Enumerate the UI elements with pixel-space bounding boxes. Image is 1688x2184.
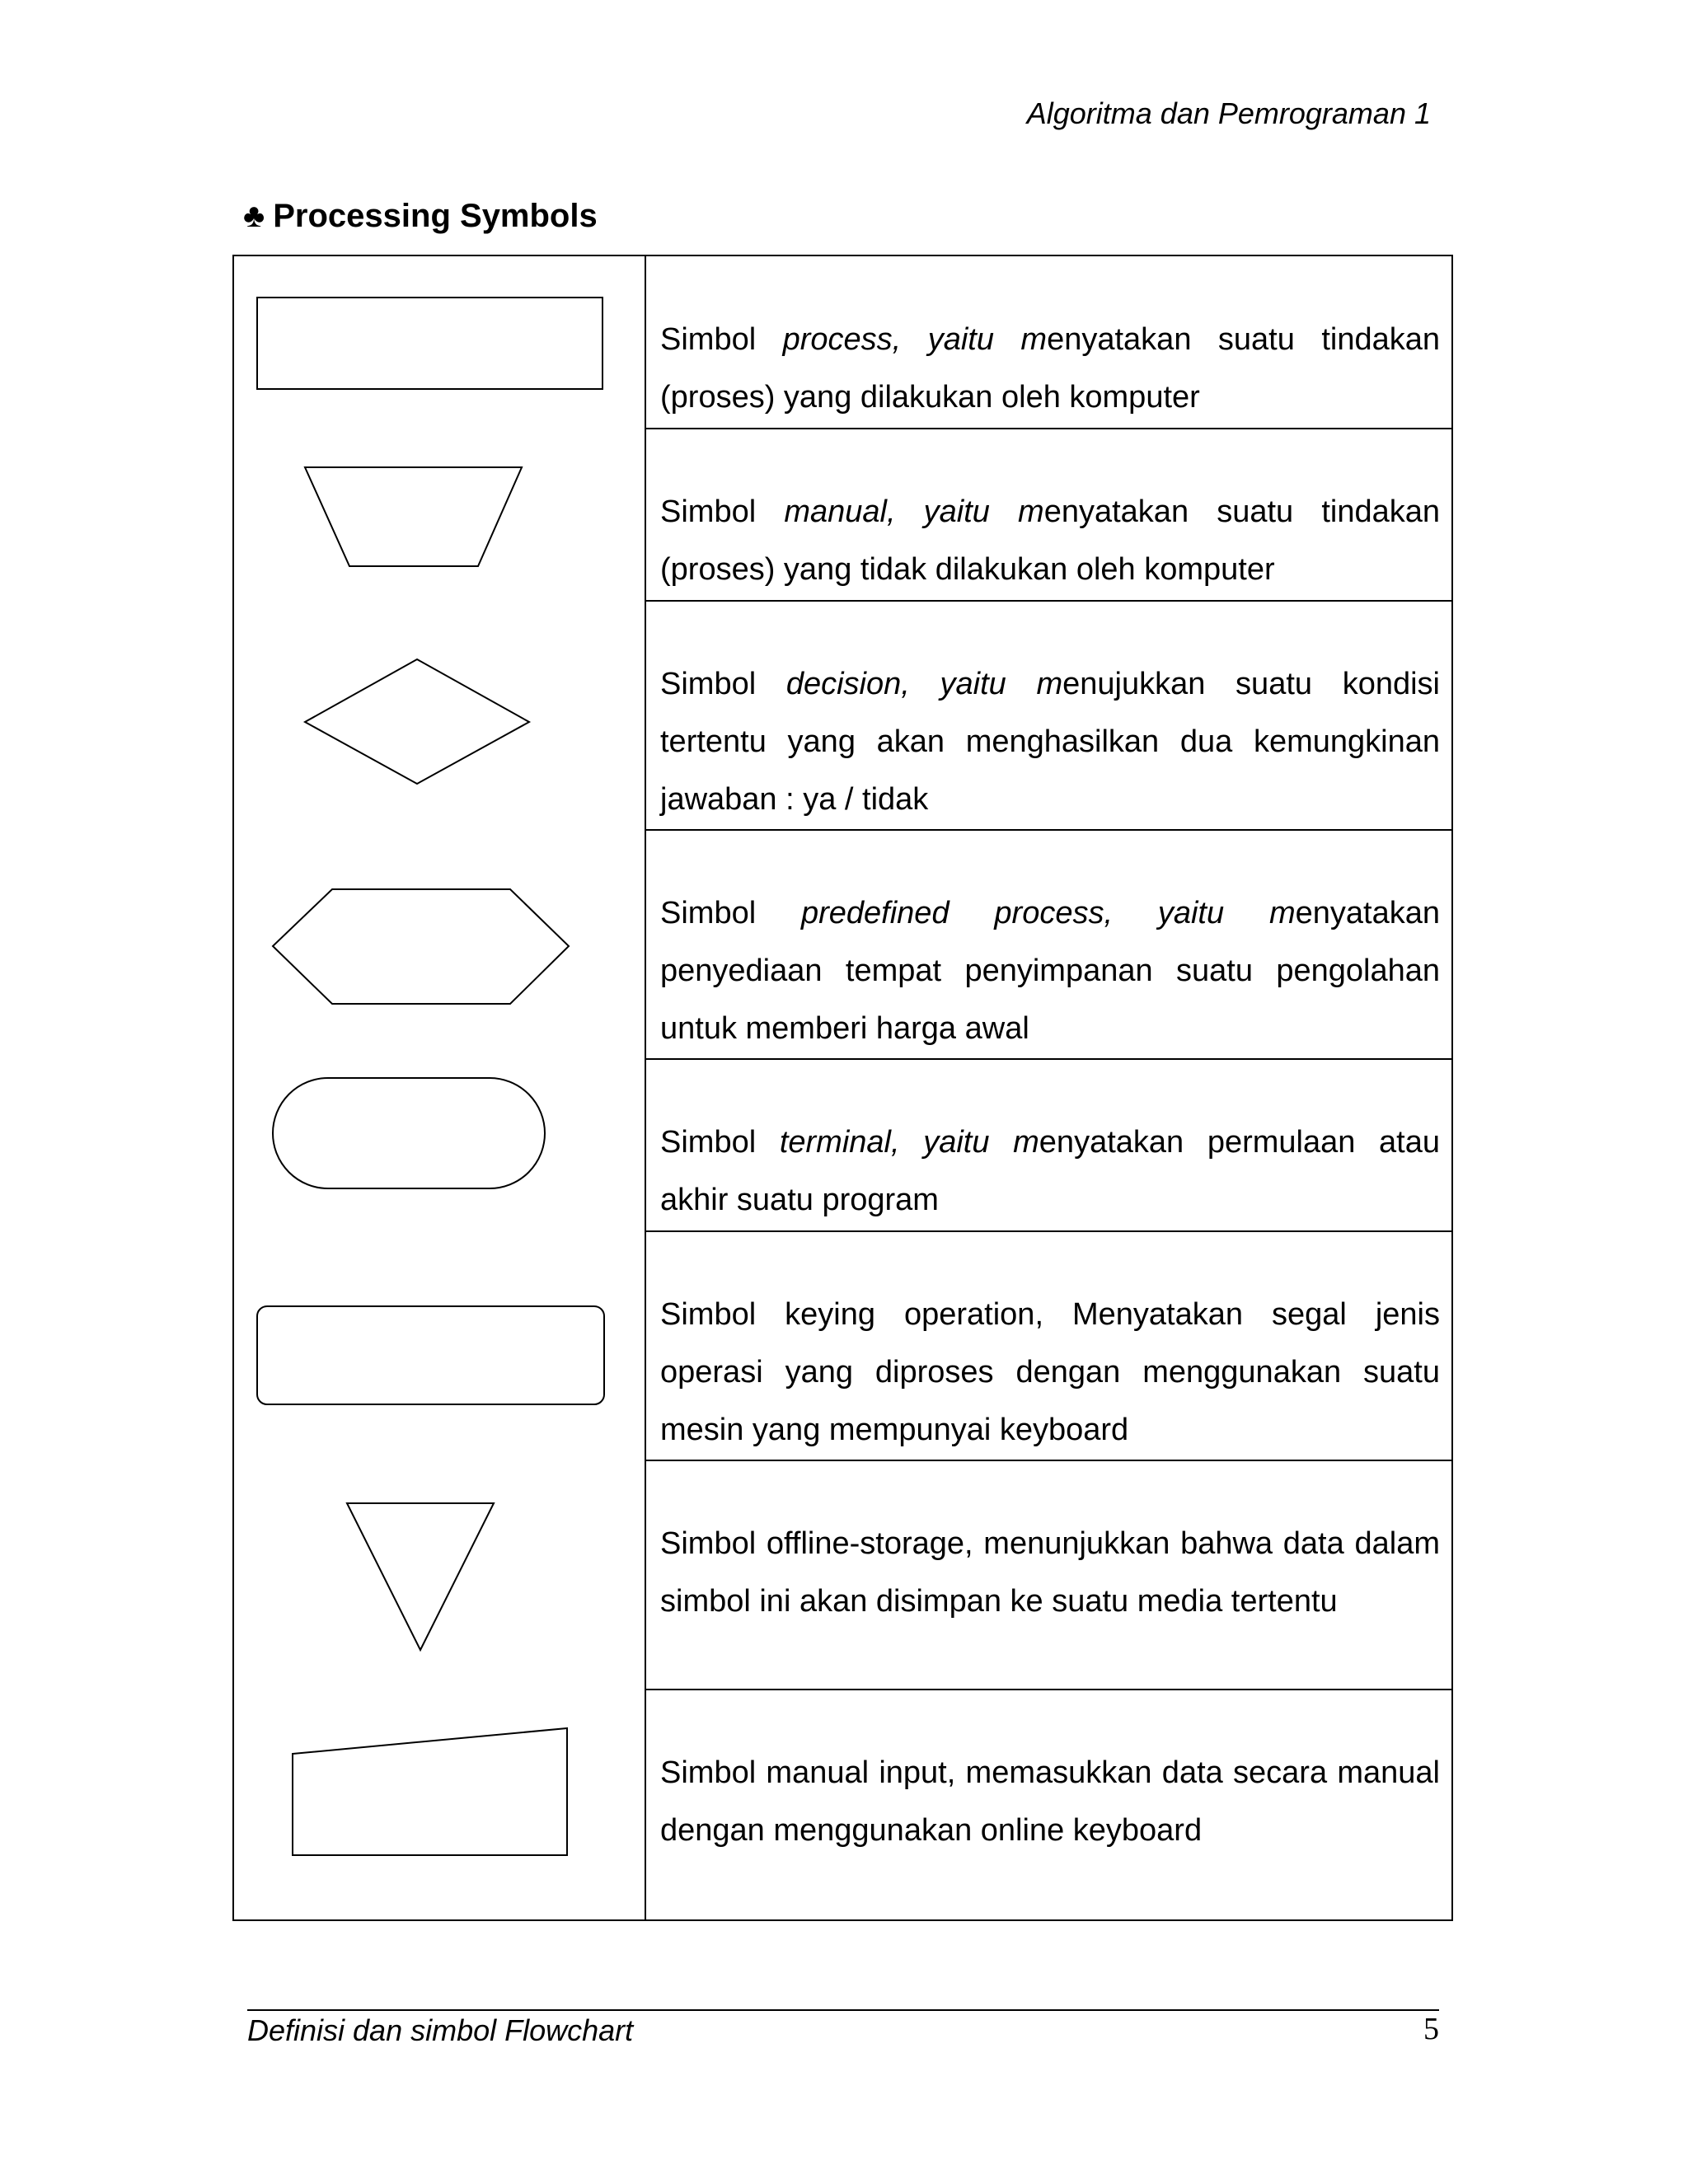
terminal-icon [234, 1059, 645, 1231]
table-row [234, 830, 1451, 1059]
page-number: 5 [1423, 2012, 1439, 2046]
predefined-process-icon [234, 830, 645, 1059]
running-header: Algoritma dan Pemrograman 1 [1026, 96, 1431, 130]
symbol-description: Simbol manual, yaitu menyatakan suatu tindakan (proses) yang tidak dilakukan oleh komputer [660, 494, 1440, 587]
keying-operation-icon [234, 1231, 645, 1460]
symbol-description: Simbol manual input, memasukkan data secara manual dengan menggunakan online keyboard [660, 1755, 1440, 1848]
table-row [234, 1059, 1451, 1231]
table-row [234, 256, 1451, 429]
section-heading [243, 198, 598, 235]
offline-storage-icon [234, 1460, 645, 1690]
footer-title: Definisi dan simbol Flowchart [247, 2013, 634, 2047]
table-row [234, 1690, 1451, 1923]
symbol-description: Simbol offline-storage, menunjukkan bahwa data dalam simbol ini akan disimpan ke suatu media tertentu [660, 1526, 1440, 1619]
table-row [234, 601, 1451, 830]
club-bullet-icon: ♣ [243, 198, 265, 234]
symbol-description: Simbol keying operation, Menyatakan segal jenis operasi yang diproses dengan menggunakan suatu mesin yang mempunyai keyboard [660, 1297, 1440, 1447]
manual-operation-icon [234, 429, 645, 601]
section-title: Processing Symbols [273, 198, 598, 234]
table-row [234, 429, 1451, 601]
symbol-description: Simbol process, yaitu menyatakan suatu tindakan (proses) yang dilakukan oleh komputer [660, 322, 1441, 415]
footer-rule [247, 2009, 1439, 2011]
process-icon [234, 256, 645, 429]
symbol-description: Simbol predefined process, yaitu menyatakan penyediaan tempat penyimpanan suatu pengolahan untuk memberi harga awal [660, 896, 1440, 1046]
symbol-description: Simbol terminal, yaitu menyatakan permulaan atau akhir suatu program [660, 1125, 1440, 1217]
table-row [234, 1460, 1451, 1690]
symbol-description: Simbol decision, yaitu menujukkan suatu kondisi tertentu yang akan menghasilkan dua kemungkinan jawaban : ya / tidak [660, 667, 1440, 817]
decision-icon [234, 601, 645, 830]
manual-input-icon [234, 1690, 645, 1923]
table-row [234, 1231, 1451, 1460]
symbol-table [232, 255, 1453, 1921]
